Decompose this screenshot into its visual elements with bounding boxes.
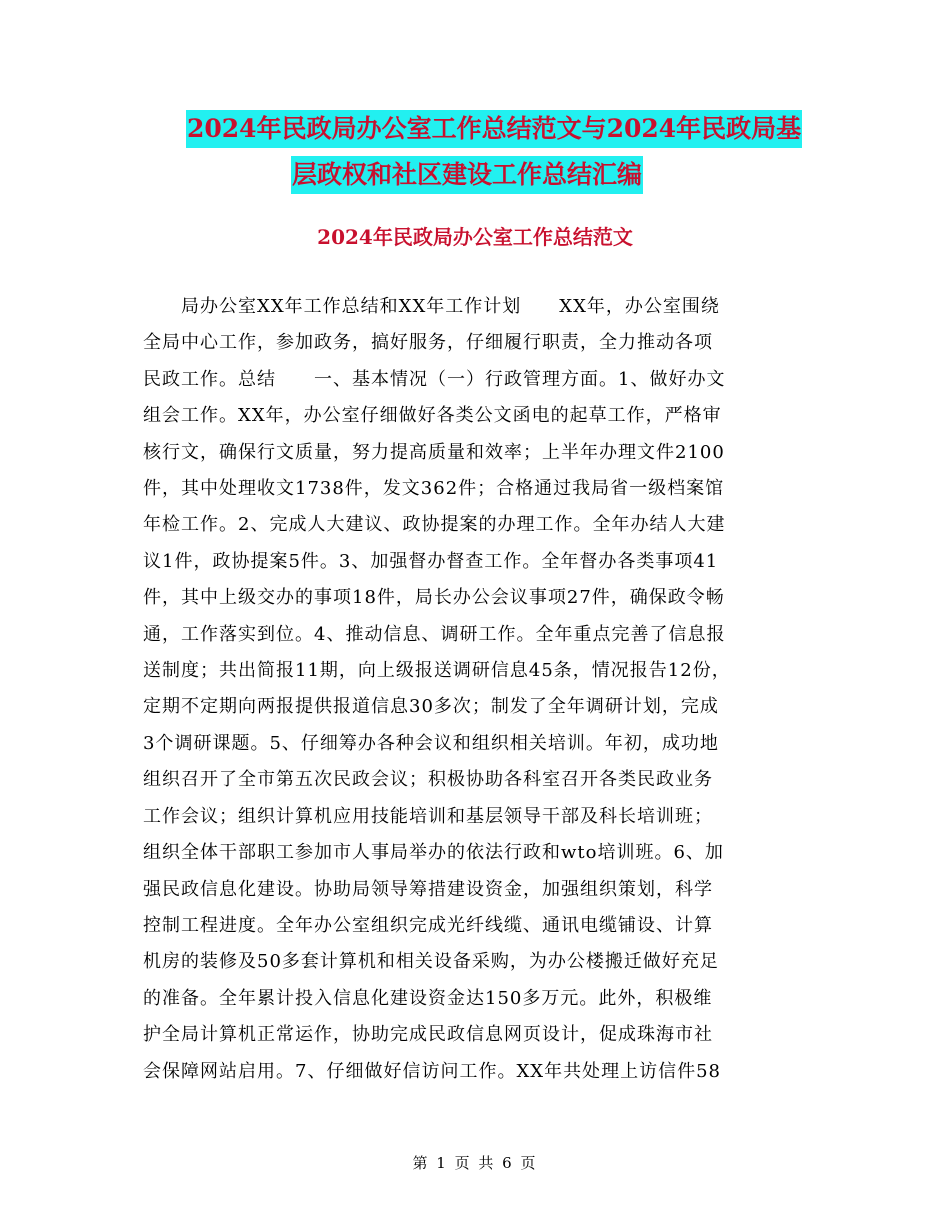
paragraph-line: 3个调研课题。5、仔细筹办各种会议和组织相关培训。年初，成功地 [143,732,719,754]
paragraph-line: 送制度；共出简报11期，向上级报送调研信息45条，情况报告12份， [143,660,731,682]
paragraph-line: 议1件，政协提案5件。3、加强督办督查工作。全年督办各类事项41 [143,550,719,572]
paragraph-line: 民政工作。总结 一、基本情况（一）行政管理方面。1、做好办文 [143,368,726,390]
paragraph-line: 年检工作。2、完成人大建议、政协提案的办理工作。全年办结人大建 [143,514,726,536]
paragraph-line: 核行文，确保行文质量，努力提高质量和效率；上半年办理文件2100 [143,441,725,463]
section-heading: 2024年民政局办公室工作总结范文 [317,225,633,249]
paragraph-line: 件，其中上级交办的事项18件，局长办公会议事项27件，确保政令畅 [143,587,725,609]
paragraph-line: 局办公室XX年工作总结和XX年工作计划 XX年，办公室围绕 [143,296,720,317]
paragraph-line: 全局中心工作，参加政务，搞好服务，仔细履行职责，全力推动各项 [143,332,713,354]
title-line-1: 2024年民政局办公室工作总结范文与2024年民政局基 [186,110,802,148]
paragraph-line: 件，其中处理收文1738件，发文362件；合格通过我局省一级档案馆 [143,478,725,500]
title-line-2: 层政权和社区建设工作总结汇编 [291,156,643,194]
paragraph-line: 控制工程进度。全年办公室组织完成光纤线缆、通讯电缆铺设、计算 [143,914,713,936]
body-paragraph [143,289,807,1090]
paragraph-line: 护全局计算机正常运作，协助完成民政信息网页设计，促成珠海市社 [143,1024,713,1046]
paragraph-line: 强民政信息化建设。协助局领导筹措建设资金，加强组织策划，科学 [143,878,713,900]
paragraph-line: 会保障网站启用。7、仔细做好信访问工作。XX年共处理上访信件58 [143,1060,721,1082]
paragraph-line: 工作会议；组织计算机应用技能培训和基层领导干部及科长培训班； [143,805,713,827]
paragraph-line: 通，工作落实到位。4、推动信息、调研工作。全年重点完善了信息报 [143,623,726,645]
paragraph-line: 定期不定期向两报提供报道信息30多次；制发了全年调研计划，完成 [143,696,719,718]
paragraph-line: 的准备。全年累计投入信息化建设资金达150多万元。此外，积极维 [143,987,713,1009]
paragraph-line: 组织召开了全市第五次民政会议；积极协助各科室召开各类民政业务 [143,769,713,791]
page-number-footer: 第 1 页 共 6 页 [412,1154,538,1172]
paragraph-line: 组会工作。XX年，办公室仔细做好各类公文函电的起草工作，严格审 [143,405,722,427]
paragraph-line: 机房的装修及50多套计算机和相关设备采购，为办公楼搬迁做好充足 [143,951,719,973]
paragraph-line: 组织全体干部职工参加市人事局举办的依法行政和wto培训班。6、加 [143,842,724,864]
